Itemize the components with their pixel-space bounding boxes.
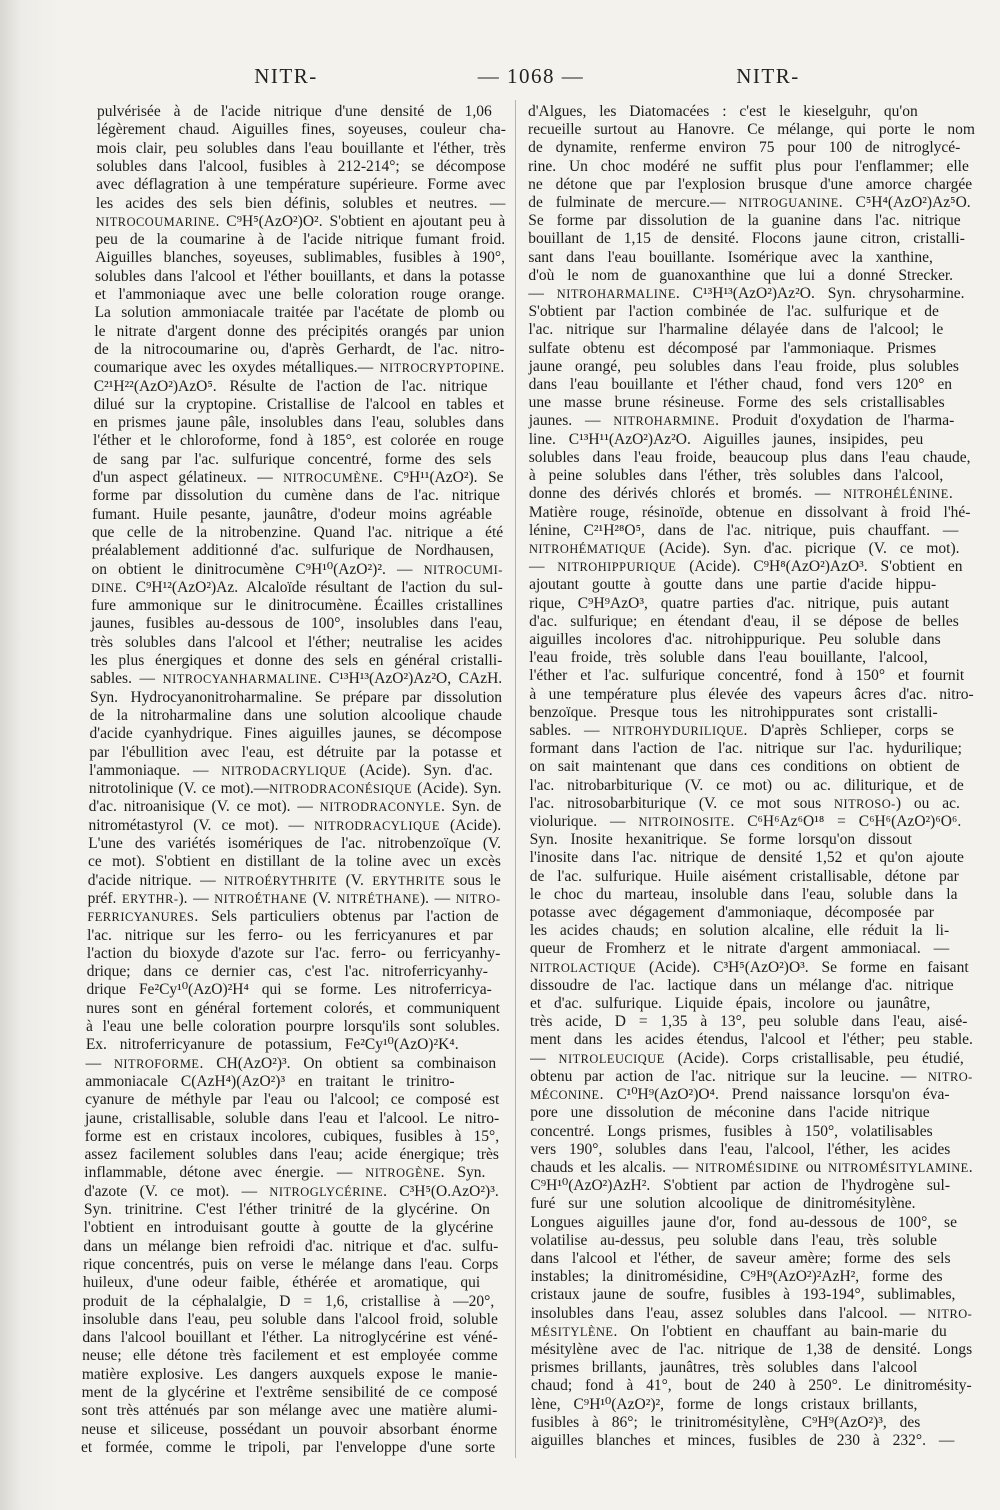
text-line: aiguilles incolores d'ac. nitrohippurique. Peu soluble dans (529, 630, 941, 648)
text-line: concentré. Longs prismes, fusibles à 150°, volatilisables (530, 1122, 933, 1140)
headword: NITROCOUMARINE (95, 214, 216, 229)
headword: NITROGÈNE (365, 1166, 441, 1181)
text-line: MÉCONINE. C¹⁰H⁹(AzO²)O⁴. Prend naissance lorsqu'on éva- (530, 1086, 950, 1104)
headword: NITRODRACYLIQUE (314, 818, 440, 833)
text-line: line. C¹³H¹¹(AzO²)Az²O. Aiguilles jaunes, insipides, peu (528, 430, 924, 448)
text-line: inflammable, détone avec énergie. — NITROGÈNE. Syn. (84, 1164, 486, 1182)
text-line: instables; la dinitromésidine, C⁹H⁹(AzO²)²AzH², forme des (530, 1268, 943, 1286)
text-line: chauds et les alcalis. — NITROMÉSIDINE ou NITROMÉSITYLAMINE. (530, 1158, 973, 1176)
text-line: Syn. Inosite hexanitrique. Se forme lorsqu'on dissout (529, 831, 912, 849)
headword: NITRÉTHANE (336, 891, 420, 906)
text-line: NITROHÉMATIQUE (Acide). Syn. d'ac. picrique (V. ce mot). (528, 539, 960, 557)
text-line: recueille surtout au Hanovre. Ce mélange, qui porte le nom (528, 121, 975, 139)
text-line: de dynamite, renferme environ 75 pour 100 de nitroglycé- (528, 139, 961, 157)
text-line: L'une des variétés isomériques de l'ac. nitrobenzoïque (V. (88, 835, 502, 853)
text-line: dans un mélange bien refroidi d'ac. nitrique et d'ac. sulfu- (83, 1237, 499, 1255)
text-line: avec déflagration à une température supérieure. Forme avec (96, 176, 506, 194)
text-line: d'un aspect gélatineux. — NITROCUMÈNE. C⁹H¹¹(AzO²). Se (92, 469, 504, 487)
text-line: assez facilement solubles dans l'eau; acide énergique; très (84, 1146, 499, 1164)
text-line: d'Algues, les Diatomacées : c'est le kieselguhr, qu'on (528, 103, 918, 120)
text-line: sables. — NITROCYANHARMALINE. C¹³H¹³(AzO²)Az²O, CAzH. (90, 670, 503, 688)
text-line: une masse brune résineuse. Forme des sels cristallisables (528, 394, 945, 412)
text-line: drique; dans ce dernier cas, c'est l'ac. nitroferricyanhy- (86, 963, 488, 981)
text-line: pulvérisée à de l'acide nitrique d'une densité de 1,06 (97, 103, 492, 120)
text-line: formant dans l'action de l'ac. nitrique sur l'ac. hydurilique; (529, 740, 962, 758)
headword: NITROLACTIQUE (529, 960, 637, 975)
text-line: jaune, cristallisable, soluble dans l'eau et l'alcool. Le nitro- (84, 1109, 500, 1127)
text-line: violurique. — NITROINOSITE. C⁶H⁶Az⁶O¹⁸ = C⁶H⁶(AzO²)⁶O⁶. (529, 813, 962, 830)
text-line: Syn. trinitrine. C'est l'éther trinitré de la glycérine. On (83, 1201, 490, 1219)
headword: NITROHYDURILIQUE (612, 723, 744, 738)
text-line: coumarique avec les oxydes métalliques.— NITROCRYPTOPINE. (93, 359, 505, 377)
text-line: NITROCOUMARINE. C⁹H⁵(AzO²)O². S'obtient en ajoutant peu à (95, 212, 506, 230)
headword: NITROHÉLÉNINE (843, 487, 949, 502)
left-column (76, 100, 508, 1460)
text-line: cyanure de méthyle par l'eau ou l'alcool; ce composé est (85, 1091, 500, 1109)
text-line: ce mot). S'obtient en distillant de la toline avec un excès (88, 853, 501, 871)
headword: NITRO- (455, 891, 501, 906)
text-line: l'action du bioxyde d'azote sur l'ac. ferro- ou ferricyanhy- (86, 944, 501, 962)
text-line: légèrement chaud. Aiguilles fines, soyeuses, couleur cha- (96, 121, 506, 139)
running-head-left: NITR- (254, 64, 318, 88)
headword: NITROHARMINE (613, 414, 716, 429)
text-line: Aiguilles blanches, soyeuses, sublimables, fusibles à 190°, (95, 249, 505, 267)
text-line: l'ac. nitrosobarbiturique (V. ce mot sous NITROSO-) ou ac. (529, 794, 960, 812)
text-line: nitrométastyrol (V. ce mot). — NITRODRACYLIQUE (Acide). (88, 816, 502, 834)
text-line: vers 190°, solubles dans l'eau, l'alcool, l'éther, les acides (530, 1140, 951, 1158)
text-line: Longues aiguilles jaune d'or, fond au-dessous de 100°, se (530, 1213, 957, 1231)
headword: NITRO- (927, 1069, 973, 1084)
text-line: d'azote (V. ce mot). — NITROGLYCÉRINE. C³H⁵(O.AzO²)³. (84, 1182, 499, 1200)
text-line: l'ac. nitrique sur l'harmaline délayée dans de l'alcool; le (528, 321, 944, 339)
text-line: NITROLACTIQUE (Acide). C³H⁵(AzO²)O³. Se forme en faisant (529, 958, 969, 976)
text-line: l'ac. nitrique sur les ferro- ou les ferricyanures et par (87, 926, 493, 944)
text-line: jaune orangé, peu solubles dans l'eau froide, plus solubles (528, 357, 959, 375)
text-line: nitrotolinique (V. ce mot).—NITRODRACONÉSIQUE (Acide). Syn. (88, 780, 502, 798)
text-line: les acides des sels bien définis, solubles et neutres. — (95, 194, 506, 212)
text-line: volatilise au-dessus, peu soluble dans l'eau, très soluble (530, 1231, 937, 1249)
text-line: que celle de la nitrobenzine. Quand l'ac. nitrique a été (91, 523, 504, 541)
text-line: chaud; fond à 41°, bout de 240 à 250°. Le dinitromésity- (530, 1377, 972, 1395)
text-line: à peine solubles dans l'éther, très solubles dans l'alcool, (528, 467, 944, 485)
text-line: les plus énergiques et donne des sels en général cristalli- (90, 652, 503, 670)
text-line: dans l'alcool et l'éther, de saveur amère; forme des sels (530, 1249, 951, 1267)
text-line: ne détone que par l'explosion brusque d'une amorce chargée (528, 175, 973, 193)
text-line: peu de la coumarine à de l'acide nitrique fumant froid. (95, 231, 506, 249)
page-number: — 1068 — (477, 64, 585, 88)
text-line: de la nitroharmaline dans une solution alcoolique chaude (89, 706, 502, 724)
text-line: obtenu par action de l'ac. nitrique sur la leucine. — NITRO- (530, 1067, 973, 1085)
text-line: FERRICYANURES. Sels particuliers obtenus par l'action de (87, 908, 499, 926)
text-line: d'où le nom de guanoxanthine que lui a donné Strecker. (528, 266, 954, 284)
text-line: dilué sur la cryptopine. Cristallise de l'alcool en tables et (93, 395, 505, 413)
text-line: dissoudre de l'ac. lactique dans un mélange d'ac. nitrique (529, 976, 954, 994)
text-line: solubles dans l'alcool et l'éther bouillants, et dans la potasse (95, 267, 505, 285)
text-line: on obtient le dinitrocumène C⁹H¹⁰(AzO²)². — NITROCUMI- (91, 560, 503, 578)
text-line: donne des dérivés chlorés et bromés. — NITROHÉLÉNINE. (528, 485, 953, 503)
headword: NITROHÉMATIQUE (528, 541, 647, 556)
text-line: lène, C⁹H¹⁰(AzO²)², forme de longs cristaux brillants, (530, 1395, 918, 1413)
text-line: l'ammoniaque. — NITRODACRYLIQUE (Acide). Syn. d'ac. (89, 761, 493, 779)
headword: NITRO- (927, 1306, 973, 1321)
headword: MÉCONINE (530, 1088, 600, 1103)
text-line: rine. Un choc modéré ne suffit plus pour l'enflammer; elle (528, 157, 969, 175)
headword: NITROGLYCÉRINE (269, 1184, 384, 1199)
text-line: prismes brillants, jaunâtres, très solubles dans l'alcool (530, 1359, 918, 1377)
text-line: potasse avec dégagement d'ammoniaque, décomposée par (529, 904, 934, 922)
headword: NITROFORME (113, 1056, 200, 1071)
text-line: sont très atténués par son mélange avec une matière alumi- (81, 1402, 498, 1420)
headword: DINE (91, 580, 123, 595)
text-line: sant dans l'eau bouillante. Isomérique avec la xanthine, (528, 248, 933, 266)
text-line: mésitylène avec de l'ac. nitrique de 1,38 de densité. Longs (530, 1340, 973, 1358)
headword: NITROGUANINE (738, 196, 839, 211)
text-line: à l'eau une belle coloration pourpre lorsqu'ils sont solubles. (86, 1018, 500, 1036)
text-line: ment dans les acides étendus, l'alcool et l'éther; peu stable. (530, 1031, 973, 1049)
text-line: à une température plus élevée des vapeurs âcres d'ac. nitro- (529, 685, 974, 703)
headword: NITROÉTHANE (214, 891, 308, 906)
text-line: d'acide nitrique. — NITROÉRYTHRITE (V. ERYTHRITE sous le (87, 871, 501, 889)
text-line: mois clair, peu solubles dans l'eau bouillante et l'éther, très (96, 139, 506, 157)
headword: NITROSO- (834, 796, 896, 811)
text-line: très solubles dans l'alcool et l'éther; neutralise les acides (90, 633, 503, 651)
text-line: de sang par l'ac. sulfurique concentré, forme des sels (92, 450, 492, 468)
text-line: furé sur une solution alcoolique de dinitromésitylène. (530, 1195, 916, 1213)
text-line: forme est en cristaux incolores, cubiques, fusibles à 15°, (84, 1127, 500, 1145)
text-line: très acide, D = 1,35 à 13°, peu soluble dans l'eau, aisé- (530, 1013, 968, 1031)
text-line: l'inosite dans l'ac. nitrique de densité 1,52 et qu'on ajoute (529, 849, 964, 867)
text-line: en prismes jaune pâle, insolubles dans l'eau, solubles dans (93, 414, 504, 432)
text-line: Syn. Hydrocyanonitroharmaline. Se prépare par dissolution (89, 688, 503, 706)
text-line: jaunes. — NITROHARMINE. Produit d'oxydation de l'harma- (528, 412, 955, 430)
text-line: S'obtient par l'action combinée de l'ac. sulfurique et de (528, 303, 939, 321)
text-line: C²¹H²²(AzO²)AzO⁵. Résulte de l'action de l'ac. nitrique (93, 377, 488, 395)
text-line: pore une dissolution de méconine dans l'acide nitrique (530, 1104, 930, 1122)
headword: NITROLEUCIQUE (558, 1051, 665, 1066)
headword: FERRICYANURES (87, 910, 195, 925)
headword: NITROHARMALINE (556, 287, 676, 302)
text-line: préalablement additionné d'ac. sulfurique de Nordhausen, (91, 542, 494, 560)
headword: NITROCUMÈNE (283, 471, 379, 486)
text-line: le choc du marteau, insoluble dans l'eau, soluble dans la (529, 885, 958, 903)
text-line: nures sont en général fortement colorés, et communiquent (86, 999, 500, 1017)
headword: NITROMÉSIDINE (695, 1160, 799, 1175)
text-line: et l'ammoniaque avec une belle coloration rouge orange. (94, 286, 505, 303)
headword: NITRODRACONYLE (319, 800, 442, 815)
headword: NITROMÉSITYLAMINE (828, 1160, 969, 1175)
text-line: fusibles à 86°; le trinitromésitylène, C⁹H⁹(AzO²)³, des (530, 1413, 921, 1431)
text-line: les acides chauds; en solution alcaline, elle réduit la li- (529, 922, 950, 940)
headword: NITRODACRYLIQUE (221, 763, 347, 778)
text-line: MÉSITYLÈNE. On l'obtient en chauffant au bain-marie du (530, 1322, 947, 1340)
text-line: matière explosive. Les dangers auxquels expose le manie- (81, 1365, 498, 1383)
text-line: rique concentrés, puis on verse le mélange dans l'eau. Corps (83, 1255, 499, 1273)
text-line: le nitrate d'argent donne des précipités orangés par union (94, 322, 505, 340)
text-line: l'éther et l'ac. sulfurique concentré, fond à 150° et fournit (529, 667, 965, 685)
text-line: huileux, d'une odeur faible, éthérée et aromatique, qui (82, 1274, 481, 1292)
text-line: DINE. C⁹H¹²(AzO²)Az. Alcaloïde résultant de l'action du sul- (91, 578, 503, 596)
text-line: benzoïque. Presque tous les nitrohippurates sont cristalli- (529, 703, 938, 721)
text-line: insolubles dans l'eau, assez solubles dans l'alcool. — NITRO- (530, 1304, 973, 1322)
headword: MÉSITYLÈNE (530, 1324, 614, 1339)
text-line: et formée, comme le tripoli, par l'enveloppe d'une sorte (81, 1439, 496, 1456)
running-head-right: NITR- (736, 64, 800, 88)
text-line: dans l'eau bouillante et l'éther chaud, fond vers 120° en (528, 376, 952, 394)
headword: NITROÉRYTHRITE (224, 873, 338, 888)
text-line: solubles dans l'eau froide, beaucoup plus dans l'eau chaude, (528, 448, 971, 466)
text-line: d'ac. sulfurique; en étendant d'eau, il se dépose de belles (529, 612, 959, 630)
text-line: l'obtient en introduisant goutte à goutte de la glycérine (83, 1219, 494, 1237)
headword: NITROHIPPURIQUE (557, 560, 677, 575)
text-line: aiguilles blanches et minces, fusibles de 230 à 232°. — (531, 1432, 955, 1449)
text-line: rique, C⁹H⁹AzO³, quatre parties d'ac. nitrique, puis autant (529, 594, 950, 612)
text-line: ajoutant goutte à goutte dans une partie d'acide hippu- (529, 576, 937, 594)
text-line: ammoniacale C(AzH⁴)(AzO²)³ en traitant le trinitro- (85, 1072, 455, 1090)
text-line: l'éther et le chloroforme, fond à 185°, est colorée en rouge (93, 432, 504, 450)
headword: ERYTHRITE (372, 873, 446, 888)
text-line: fure ammonique sur le dinitrocumène. Écailles cristallines (91, 597, 503, 615)
text-line: fumant. Huile pesante, jaunâtre, d'odeur moins agréable (92, 505, 492, 523)
text-line: neuse; elle détone très facilement et est employée comme (82, 1347, 498, 1365)
headword: NITRODRACONÉSIQUE (269, 782, 412, 797)
headword: NITROCRYPTOPINE (379, 361, 501, 376)
text-line: — NITROHIPPURIQUE (Acide). C⁹H⁸(AzO²)AzO³. S'obtient en (529, 558, 963, 576)
text-line: l'eau froide, très soluble dans l'eau bouillante, l'alcool, (529, 649, 928, 667)
text-line: queur de Fromherz et le nitrate d'argent ammoniacal. — (529, 940, 950, 958)
headword: ERYTHR- (122, 891, 179, 906)
headword: NITROCUMI- (423, 562, 503, 577)
text-line: solubles dans l'alcool, fusibles à 212-214°; se décompose (96, 157, 506, 175)
text-line: lénine, C²¹H²⁸O⁵, dans de l'ac. nitrique, puis chauffant. — (528, 521, 959, 539)
text-line: de fulminate de mercure.— NITROGUANINE. C⁵H⁴(AzO²)Az⁵O. (528, 194, 971, 212)
text-line: dans l'alcool bouillant et l'éther. La nitroglycérine est véné- (82, 1329, 498, 1347)
text-line: bouillant de 1,15 de densité. Flocons jaune citron, cristalli- (528, 230, 965, 248)
text-line: — NITROFORME. CH(AzO²)³. On obtient sa combinaison (85, 1054, 497, 1072)
text-line: d'acide cyanhydrique. Fines aiguilles jaunes, se décompose (89, 725, 502, 743)
text-line: — NITROHARMALINE. C¹³H¹³(AzO²)Az²O. Syn. chrysoharmine. (528, 285, 965, 303)
text-line: insoluble dans l'eau, peu soluble dans l'alcool froid, soluble (82, 1310, 498, 1328)
text-line: forme par dissolution du cumène dans de l'ac. nitrique (92, 487, 500, 505)
text-line: l'ac. nitrobarbiturique (V. ce mot) ou ac. diliturique, et de (529, 776, 964, 794)
text-line: Se forme par dissolution de la guanine dans l'ac. nitrique (528, 212, 961, 230)
text-line: jaunes, fusibles au-dessous de 100°, insolubles dans l'eau, (90, 615, 503, 633)
text-line: La solution ammoniacale traitée par l'acétate de plomb ou (94, 304, 505, 322)
text-line: préf. ERYTHR-). — NITROÉTHANE (V. NITRÉTHANE). — NITRO- (87, 889, 501, 907)
text-line: et d'ac. sulfurique. Liquide épais, incolore ou jaunâtre, (530, 995, 931, 1013)
text-line: C⁹H¹⁰(AzO²)AzH². S'obtient par action de l'hydrogène sul- (530, 1177, 951, 1195)
text-line: de l'ac. sulfurique. Huile aisément cristallisable, détone par (529, 867, 959, 885)
text-line: d'ac. nitroanisique (V. ce mot). — NITRODRACONYLE. Syn. de (88, 798, 502, 816)
headword: NITROINOSITE (638, 815, 731, 829)
text-line: sulfate obtenu est décomposé par l'ammoniaque. Prismes (528, 339, 937, 357)
text-line: par l'ébullition avec l'eau, est détruite par la potasse et (89, 743, 502, 761)
text-line: sables. — NITROHYDURILIQUE. D'après Schlieper, corps se (529, 721, 954, 739)
text-line: on sait maintenant que dans ces conditions on obtient de (529, 758, 960, 776)
right-column (524, 100, 978, 1460)
text-line: produit de la céphalalgie, D = 1,6, cristallise à —20°, (82, 1292, 495, 1310)
text-line: — NITROLEUCIQUE (Acide). Corps cristallisable, peu étudié, (530, 1049, 964, 1067)
text-line: de la nitrocoumarine ou, d'après Gerhardt, de l'ac. nitro- (94, 340, 505, 358)
text-line: Matière rouge, résinoïde, obtenue en dissolvant à froid l'hé- (528, 503, 971, 521)
text-line: cristaux jaune de soufre, fusibles à 193-194°, sublimables, (530, 1286, 956, 1304)
text-line: drique Fe²Cy¹⁰(AzO)²H⁴ qui se forme. Les nitroferricya- (86, 981, 492, 999)
text-line: ment de la glycérine et l'extrême sensibilité de ce composé (81, 1384, 498, 1402)
column-rule (515, 100, 516, 1458)
text-line: neuse et siliceuse, possédant un pouvoir absorbant énorme (81, 1420, 498, 1438)
headword: NITROCYANHARMALINE (162, 672, 318, 687)
text-line: Ex. nitroferricyanure de potassium, Fe²Cy¹⁰(AzO)²K⁴. (85, 1036, 459, 1054)
